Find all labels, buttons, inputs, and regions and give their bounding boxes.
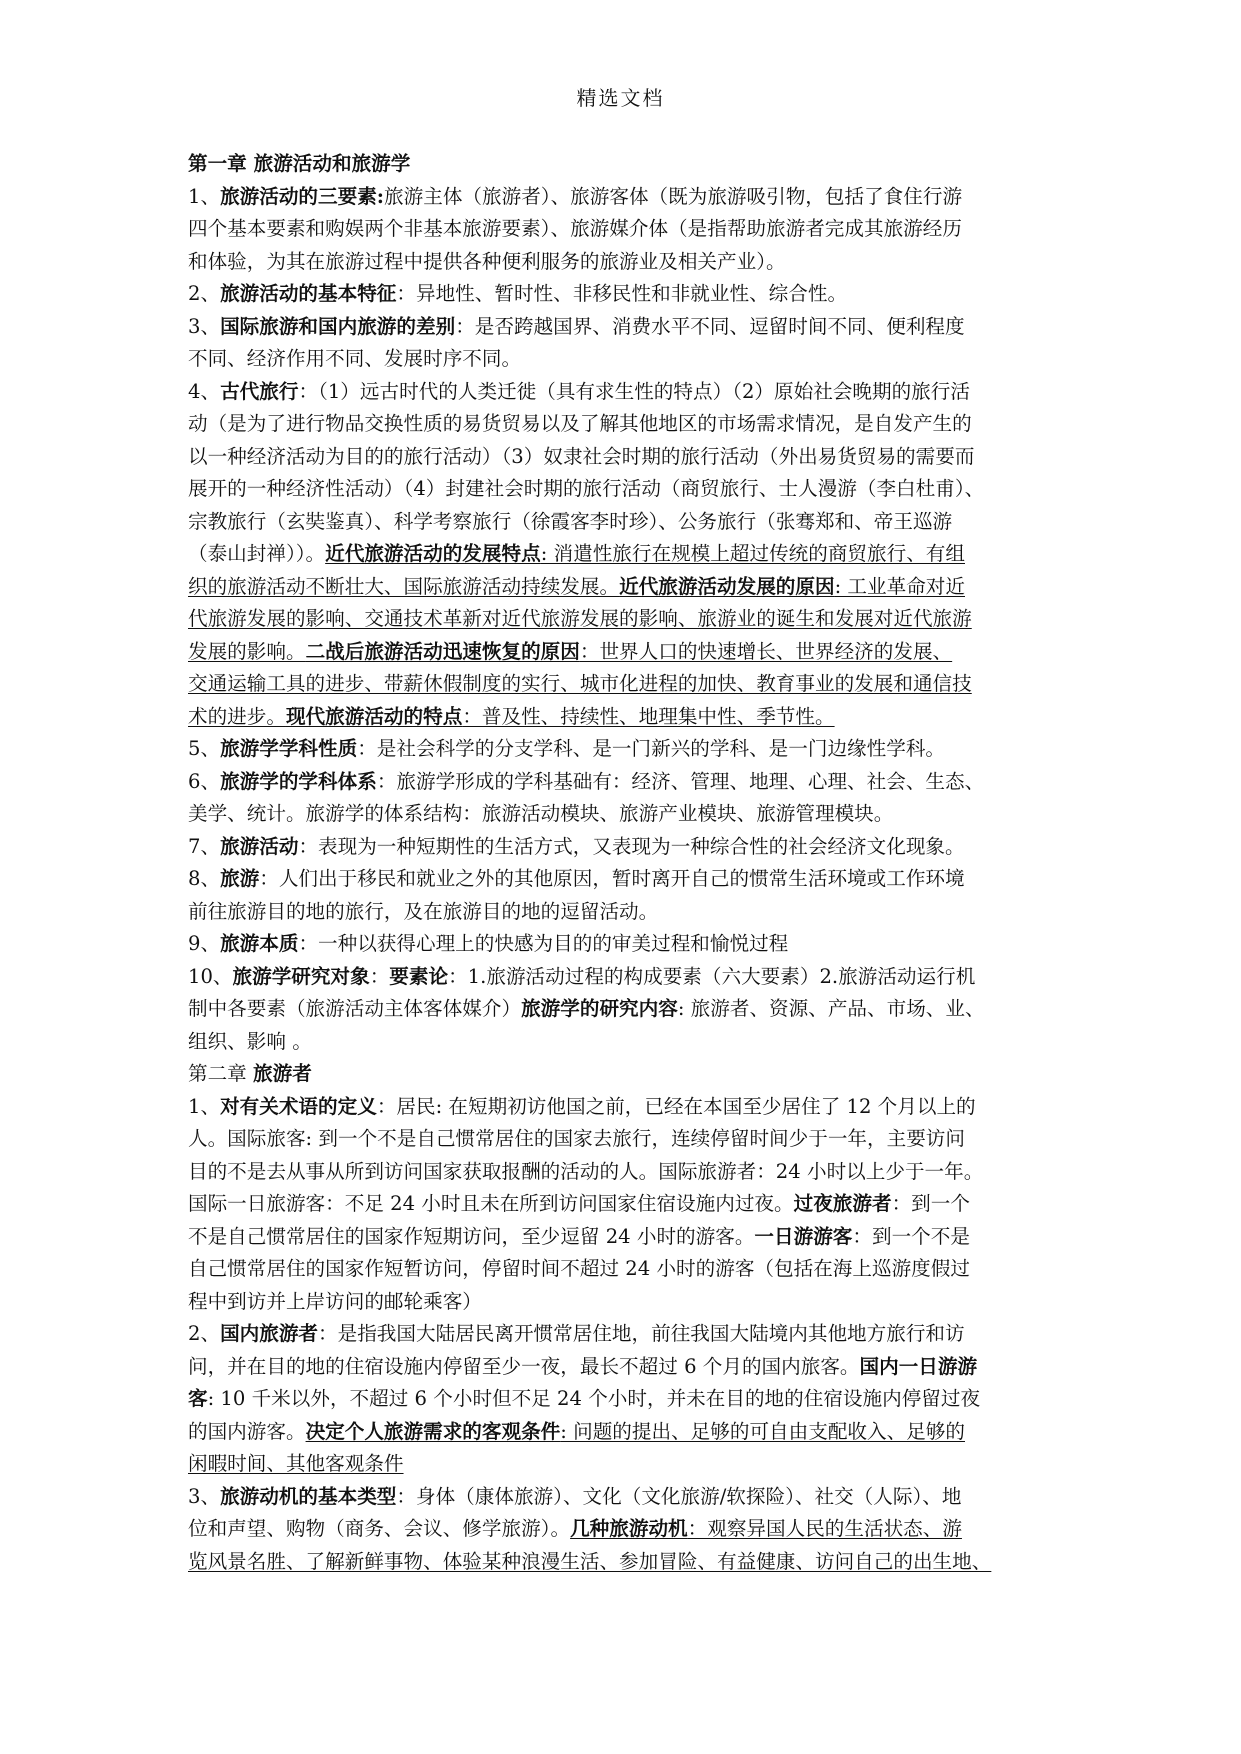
text-segment: 第二章 xyxy=(188,1062,254,1085)
text-segment: 织的旅游活动不断壮大、国际旅游活动持续发展。 xyxy=(188,574,620,598)
text-line xyxy=(188,766,1056,799)
text-segment: : 工业革命对近 xyxy=(834,574,965,598)
bold-term: 国际旅游和国内旅游的差别 xyxy=(220,314,456,338)
text-segment: 人。国际旅客: 到一个不是自己惯常居住的国家去旅行，连续停留时间少于一年，主要访问 xyxy=(188,1127,965,1150)
text-segment: 问，并在目的地的住宿设施内停留至少一夜，最长不超过 6 个月的国内旅客。 xyxy=(188,1354,860,1378)
bold-term: 旅游学学科性质 xyxy=(220,737,358,760)
text-segment: 8、 xyxy=(188,867,221,890)
text-segment: 2、 xyxy=(188,1322,221,1345)
bold-term: 过夜旅游者 xyxy=(793,1192,892,1215)
bold-term: 近代旅游活动发展的原因 xyxy=(619,574,835,598)
text-segment: ：一种以获得心理上的快感为目的的审美过程和愉悦过程 xyxy=(298,932,789,955)
text-segment: 动（是为了进行物品交换性质的易货贸易以及了解其他地区的市场需求情况，是自发产生的 xyxy=(188,412,972,435)
text-line xyxy=(188,1253,1056,1286)
text-segment: ：人们出于移民和就业之外的其他原因，暂时离开自己的惯常生活环境或工作环境 xyxy=(259,867,965,890)
text-line xyxy=(188,1156,1056,1189)
text-segment: 10、 xyxy=(188,964,233,988)
text-line xyxy=(188,473,1056,506)
text-segment: 6、 xyxy=(188,769,221,793)
text-line xyxy=(188,213,1056,246)
text-line xyxy=(188,1123,1056,1156)
text-segment: ：异地性、暂时性、非移民性和非就业性、综合性。 xyxy=(396,282,848,305)
text-segment: 前往旅游目的地的旅行，及在旅游目的地的逗留活动。 xyxy=(188,899,659,923)
bold-term: 国内一日游游 xyxy=(859,1354,978,1378)
text-segment: 的国内游客。 xyxy=(188,1419,306,1443)
text-line xyxy=(188,1513,1056,1546)
text-segment: ：（1）远古时代的人类迁徙（具有求生性的特点）（2）原始社会晚期的旅行活 xyxy=(298,379,970,403)
text-line xyxy=(188,246,1056,279)
text-line xyxy=(188,376,1056,409)
text-segment: 和体验，为其在旅游过程中提供各种便利服务的旅游业及相关产业）。 xyxy=(188,249,786,273)
text-line xyxy=(188,831,1056,864)
text-line xyxy=(188,1383,1056,1416)
text-line xyxy=(188,993,1056,1026)
text-segment: ：居民: 在短期初访他国之前，已经在本国至少居住了 12 个月以上的 xyxy=(376,1094,976,1118)
text-line xyxy=(188,701,1056,734)
text-segment: 闲暇时间、其他客观条件 xyxy=(188,1452,404,1475)
bold-term: 旅游学的学科体系 xyxy=(220,769,377,793)
text-line xyxy=(188,311,1056,344)
bold-term: 旅游活动的基本特征 xyxy=(220,282,397,305)
text-segment: ：是指我国大陆居民离开惯常居住地，前往我国大陆境内其他地方旅行和访 xyxy=(318,1322,965,1345)
bold-term: 旅游本质 xyxy=(220,932,299,955)
text-line xyxy=(188,181,1056,214)
text-segment: 不是自己惯常居住的国家作短期访问，至少逗留 24 小时的游客。 xyxy=(188,1224,755,1248)
text-line xyxy=(188,896,1056,929)
text-segment: 美学、统计。旅游学的体系结构：旅游活动模块、旅游产业模块、旅游管理模块。 xyxy=(188,802,894,825)
text-line xyxy=(188,1546,1056,1579)
text-segment: 9、 xyxy=(188,932,221,955)
text-segment: 宗教旅行（玄奘鉴真）、科学考察旅行（徐霞客李时珍）、公务旅行（张骞郑和、帝王巡游 xyxy=(188,509,953,533)
text-line xyxy=(188,636,1056,669)
text-line xyxy=(188,1318,1056,1351)
text-line xyxy=(188,1091,1056,1124)
text-line xyxy=(188,668,1056,701)
text-segment: ：是否跨越国界、消费水平不同、逗留时间不同、便利程度 xyxy=(455,314,965,338)
text-segment: 2、 xyxy=(188,282,221,305)
text-line xyxy=(188,928,1056,961)
text-segment: ： xyxy=(369,964,390,988)
bold-term: 一日游游客 xyxy=(754,1224,853,1248)
text-segment: 不同、经济作用不同、发展时序不同。 xyxy=(188,347,522,370)
text-segment: 交通运输工具的进步、带薪休假制度的实行、城市化进程的加快、教育事业的发展和通信技 xyxy=(188,672,972,695)
text-line xyxy=(188,1058,1056,1091)
text-line xyxy=(188,408,1056,441)
bold-term: 旅游学的研究内容 xyxy=(521,997,678,1020)
text-segment: : 消遣性旅行在规模上超过传统的商贸旅行、有组 xyxy=(540,542,965,565)
text-line xyxy=(188,1221,1056,1254)
text-segment: : 问题的提出、足够的可自由支配收入、足够的 xyxy=(560,1419,965,1443)
text-line xyxy=(188,863,1056,896)
bold-term: 要素论 xyxy=(389,964,449,988)
text-segment: 览风景名胜、了解新鲜事物、体验某种浪漫生活、参加冒险、有益健康、访问自己的出生地、 xyxy=(188,1549,992,1573)
text-line xyxy=(188,148,1056,181)
text-line xyxy=(188,506,1056,539)
text-segment: ：表现为一种短期性的生活方式，又表现为一种综合性的社会经济文化现象。 xyxy=(298,834,965,858)
bold-term: 现代旅游活动的特点 xyxy=(285,704,463,728)
text-segment: ：到一个 xyxy=(891,1192,970,1215)
text-segment: ：观察异国人民的生活状态、游 xyxy=(687,1517,962,1540)
text-line xyxy=(188,1416,1056,1449)
text-segment: 1、 xyxy=(188,184,221,208)
text-segment: 旅游主体（旅游者）、旅游客体（既为旅游吸引物，包括了食住行游 xyxy=(384,184,963,208)
text-line xyxy=(188,733,1056,766)
bold-term: 几种旅游动机 xyxy=(570,1517,688,1540)
text-line xyxy=(188,278,1056,311)
text-segment: 5、 xyxy=(188,737,221,760)
document-body xyxy=(188,148,1056,1578)
bold-term: 旅游 xyxy=(220,867,260,890)
text-line xyxy=(188,1188,1056,1221)
text-segment: 3、 xyxy=(188,314,221,338)
bold-term: 旅游活动的三要素: xyxy=(220,184,385,208)
bold-term: 旅游学研究对象 xyxy=(232,964,370,988)
text-segment: 国际一日旅游客：不足 24 小时且未在所到访问国家住宿设施内过夜。 xyxy=(188,1192,794,1215)
text-segment: ：身体（康体旅游）、文化（文化旅游/软探险）、社交（人际）、地 xyxy=(396,1484,962,1508)
bold-term: 旅游活动 xyxy=(220,834,299,858)
text-segment: 代旅游发展的影响、交通技术革新对近代旅游发展的影响、旅游业的诞生和发展对近代旅游 xyxy=(188,607,972,630)
text-line xyxy=(188,538,1056,571)
text-segment: 展开的一种经济性活动）（4）封建社会时期的旅行活动（商贸旅行、士人漫游（李白杜甫）、 xyxy=(188,477,985,500)
text-segment: 四个基本要素和购娱两个非基本旅游要素）、旅游媒介体（是指帮助旅游者完成其旅游经历 xyxy=(188,217,962,240)
text-line xyxy=(188,1481,1056,1514)
text-segment: : 旅游者、资源、产品、市场、业、 xyxy=(677,997,985,1020)
text-segment: ：旅游学形成的学科基础有：经济、管理、地理、心理、社会、生态、 xyxy=(376,769,985,793)
text-segment: ：1.旅游活动过程的构成要素（六大要素）2.旅游活动运行机 xyxy=(448,964,976,988)
text-segment: 自己惯常居住的国家作短暂访问，停留时间不超过 24 小时的游客（包括在海上巡游度假过 xyxy=(188,1257,970,1280)
text-line xyxy=(188,571,1056,604)
text-segment: ：普及性、持续性、地理集中性、季节性。 xyxy=(462,704,835,728)
bold-term: 旅游者 xyxy=(253,1062,312,1085)
text-segment: ：世界人口的快速增长、世界经济的发展、 xyxy=(579,639,953,663)
text-segment: （泰山封禅））。 xyxy=(188,542,326,565)
text-line xyxy=(188,603,1056,636)
text-segment: 制中各要素（旅游活动主体客体媒介） xyxy=(188,997,522,1020)
text-segment: 位和声望、购物（商务、会议、修学旅游）。 xyxy=(188,1517,571,1540)
text-segment: 术的进步。 xyxy=(188,704,286,728)
text-segment: ：到一个不是 xyxy=(852,1224,970,1248)
bold-term: 对有关术语的定义 xyxy=(220,1094,377,1118)
bold-term: 旅游动机的基本类型 xyxy=(220,1484,397,1508)
bold-term: 决定个人旅游需求的客观条件 xyxy=(305,1419,561,1443)
bold-term: 客 xyxy=(188,1387,208,1410)
text-line xyxy=(188,1351,1056,1384)
text-segment: : 10 千米以外，不超过 6 个小时但不足 24 个小时，并未在目的地的住宿设施内停留过夜 xyxy=(207,1387,981,1410)
text-segment: 目的不是去从事从所到访问国家获取报酬的活动的人。国际旅游者：24 小时以上少于一年。 xyxy=(188,1159,984,1183)
text-segment: 1、 xyxy=(188,1094,221,1118)
text-line xyxy=(188,1026,1056,1059)
text-line xyxy=(188,798,1056,831)
text-segment: 以一种经济活动为目的的旅行活动）（3）奴隶社会时期的旅行活动（外出易货贸易的需要而 xyxy=(188,444,975,468)
text-segment: 发展的影响。 xyxy=(188,639,306,663)
bold-term: 近代旅游活动的发展特点 xyxy=(325,542,541,565)
bold-term: 古代旅行 xyxy=(220,379,299,403)
bold-term: 第一章 旅游活动和旅游学 xyxy=(188,152,411,175)
text-line xyxy=(188,1286,1056,1319)
text-line xyxy=(188,1448,1056,1481)
text-segment: 4、 xyxy=(188,379,221,403)
text-segment: 3、 xyxy=(188,1484,221,1508)
text-segment: 程中到访并上岸访问的邮轮乘客） xyxy=(188,1289,482,1313)
text-line xyxy=(188,961,1056,994)
text-segment: 7、 xyxy=(188,834,221,858)
text-segment: 组织、影响 。 xyxy=(188,1029,312,1053)
bold-term: 国内旅游者 xyxy=(220,1322,319,1345)
text-line xyxy=(188,441,1056,474)
text-segment: ：是社会科学的分支学科、是一门新兴的学科、是一门边缘性学科。 xyxy=(357,737,946,760)
bold-term: 二战后旅游活动迅速恢复的原因 xyxy=(305,639,580,663)
text-line xyxy=(188,343,1056,376)
page-header-title: 精选文档 xyxy=(576,86,665,110)
